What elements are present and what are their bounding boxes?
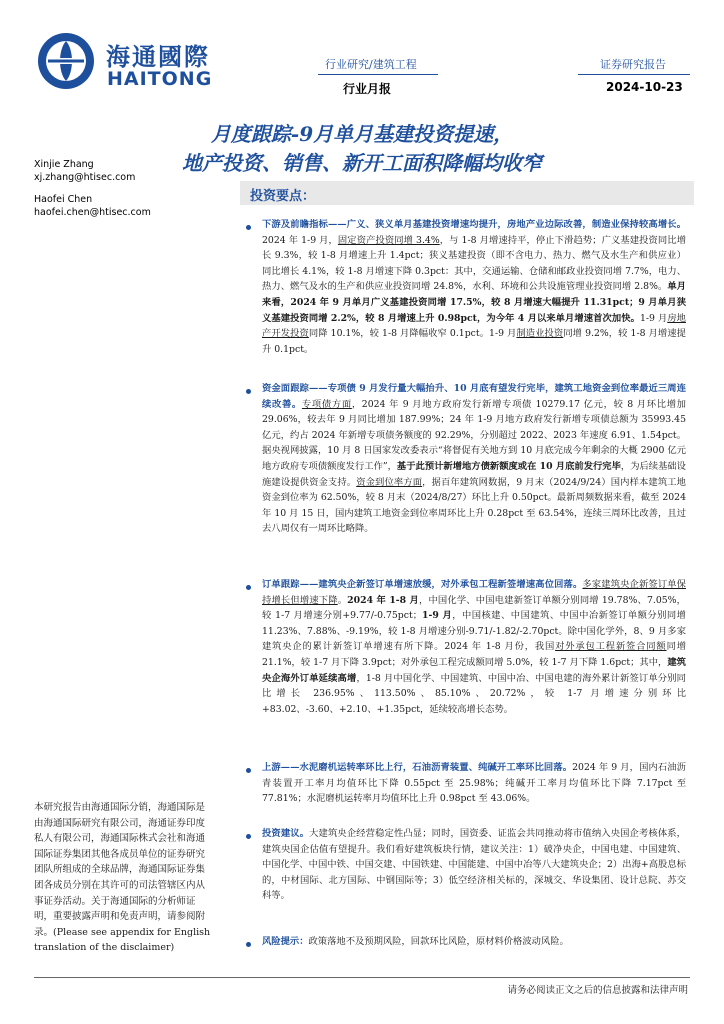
section-heading: 上游——水泥磨机运转率环比上行，石油沥青装置、纯碱开工率环比回落。: [262, 762, 573, 773]
report-date: 2024-10-23: [606, 80, 683, 94]
footer-notice: 请务必阅读正文之后的信息披露和法律声明: [507, 985, 688, 996]
logo-text-cn: 海通國際: [106, 43, 210, 71]
section-funding: 资金面跟踪——专项债 9 月发行量大幅抬升、10 月底有望发行完毕，建筑工地资金到位率最近三周连续改善。专项债方面，2024 年 9 月地方政府发行新增专项债 10279.17 亿元，较 8 月环比增加 29.06%，较去年 9 月同比增加 187.99%；24 年 1-9 月地方政府发行新增专项债总额为 35993.45 亿元，约占 2024 年新增专项债务额度的 92.29%，分别超过 2022、2023 年速度 6.91、1.54pct。据央视网披露，10 月 8 日国家发改委表示“将督促有关地方到 10 月底完成今年剩余的大概 2900 亿元地方政府专项债额度发行工作”，基于此预计新增地方债新额度或在 10 月底前发行完毕，为后续基础设施建设提供资金支持。资金到位率方面，据百年建筑网数据，9 月末（2024/9/24）国内样本建筑工地资金到位率为 62.50%，较 8 月末（2024/8/27）环比上升 0.50pct。最新周频数据来看，截至 2024 年 10 月 15 日，国内建筑工地资金到位率周环比上升 0.28pct 至 63.54%，连续三周环比改善，且过去八周仅有一周环比略降。: [262, 383, 686, 535]
footer-divider: [34, 977, 690, 978]
report-title-line1: 月度跟踪-9月单月基建投资提速，: [210, 122, 514, 146]
section-heading: 投资建议。: [262, 828, 310, 839]
bullet-icon: [246, 585, 251, 590]
logo-text-en: HAITONG: [107, 68, 213, 90]
bullet-icon: [246, 768, 251, 773]
section-heading: 订单跟踪——建筑央企新签订单增速放缓，对外承包工程新签增速高位回落。: [262, 579, 583, 590]
report-kind: 行业月报: [343, 82, 392, 96]
author-email[interactable]: haofei.chen@htisec.com: [34, 207, 151, 218]
section-heading: 下游及前瞻指标——广义、狭义单月基建投资增速均提升，房地产业边际改善，制造业保持较高增长。: [262, 219, 686, 230]
section-heading: 风险提示：: [262, 936, 309, 947]
bullet-icon: [246, 942, 251, 947]
header-divider-right: [578, 74, 690, 75]
section-infrastructure: 下游及前瞻指标——广义、狭义单月基建投资增速均提升，房地产业边际改善，制造业保持较高增长。2024 年 1-9 月，固定资产投资同增 3.4%，与 1-8 月增速持平，停止下滑趋势；广义基建投资同比增长 9.3%，较 1-8 月增速上升 1.4pct；狭义基建投资（即不含电力、热力、燃气及水生产和供应业）同比增长 4.1%，较 1-8 月增速下降 0.3pct：其中，交通运输、仓储和邮政业投资同增 7.7%，电力、热力、燃气及水的生产和供应业投资同增 24.8%，水利、环境和公共设施管理业投资同增 2.8%。单月来看，2024 年 9 月单月广义基建投资同增 17.5%，较 8 月增速大幅提升 11.31pct；9 月单月狭义基建投资同增 2.2%，较 8 月增速上升 0.98pct，为今年 4 月以来单月增速首次加快。1-9 月房地产开发投资同降 10.1%，较 1-8 月降幅收窄 0.1pct。1-9 月制造业投资同增 9.2%，较 1-8 月增速提升 0.1pct。: [262, 219, 686, 355]
report-type: 证券研究报告: [600, 58, 666, 71]
author-name: Haofei Chen: [34, 194, 93, 205]
section-upstream: 上游——水泥磨机运转率环比上行，石油沥青装置、纯碱开工率环比回落。2024 年 9 月，国内石油沥青装置开工率月均值环比下降 0.55pct 至 25.98%；纯碱开工率月均值环比下降 7.17pct 至 77.81%；水泥磨机运转率月均值环比上升 0.98pct 至 43.06%。: [262, 762, 686, 805]
haitong-logo: [36, 30, 226, 94]
section-heading: 资金面跟踪——专项债 9 月发行量大幅抬升、10 月底有望发行完毕，建筑工地资金到位率最近三周连续改善。: [262, 383, 686, 410]
author-name: Xinjie Zhang: [34, 159, 94, 170]
section-risk: 风险提示：政策落地不及预期风险，回款环比风险，原材料价格波动风险。: [262, 936, 569, 947]
key-points-title: 投资要点：: [250, 189, 316, 204]
author-email[interactable]: xj.zhang@htisec.com: [34, 172, 136, 183]
disclaimer-text: 本研究报告由海通国际分销，海通国际是由海通国际研究有限公司，海通证券印度私人有限公司，海通国际株式会社和海通国际证券集团其他各成员单位的证券研究团队所组成的全球品牌，海通国际证券集团各成员分别在其许可的司法管辖区内从事证券活动。关于海通国际的分析师证明，重要披露声明和免责声明，请参阅附录。(Please see appendix for English translation of the disclaimer): [34, 802, 211, 954]
bullet-icon: [246, 389, 251, 394]
header-divider-left: [318, 74, 438, 75]
section-orders: 订单跟踪——建筑央企新签订单增速放缓，对外承包工程新签增速高位回落。多家建筑央企新签订单保持增长但增速下降。2024 年 1-8 月，中国化学、中国电建新签订单额分别同增 19.78%、7.05%，较 1-7 月增速分别+9.77/-0.75pct；1-9 月，中国核建、中国建筑、中国中冶新签订单额分别同增 11.23%、7.88%、-9.19%，较 1-8 月增速分别-9.71/-1.82/-2.70pct。除中国化学外，8、9 月多家建筑央企的累计新签订单增速有所下降。2024 年 1-8 月份，我国对外承包工程新签合同额同增 21.1%，较 1-7 月下降 3.9pct；对外承包工程完成额同增 5.0%，较 1-7 月下降 1.6pct；其中，建筑央企海外订单延续高增，1-8 月中国化学、中国建筑、中国中冶、中国电建的海外累计新签订单分别同比增长 236.95%、113.50%、85.10%、20.72%，较 1-7 月增速分别环比+83.02、-3.60、+2.10、+1.35pct，延续较高增长态势。: [262, 579, 686, 715]
report-category: 行业研究/建筑工程: [325, 58, 417, 71]
bullet-icon: [246, 834, 251, 839]
report-title-line2: 地产投资、销售、新开工面积降幅均收窄: [182, 151, 542, 175]
haitong-emblem-icon: [36, 30, 96, 92]
bullet-icon: [246, 225, 251, 230]
section-investment-advice: 投资建议。大建筑央企经营稳定性凸显；同时，国资委、证监会共同推动将市值纳入央国企考核体系，建筑央国企估值有望提升。我们看好建筑板块行情，建议关注：1）破净央企，中国电建、中国建筑、中国化学、中国中铁、中国交建、中国铁建、中国能建、中国中冶等八大建筑央企；2）出海+高股息标的，中材国际、北方国际、中钢国际等；3）低空经济相关标的，深城交、华设集团、设计总院、苏交科等。: [262, 828, 686, 902]
